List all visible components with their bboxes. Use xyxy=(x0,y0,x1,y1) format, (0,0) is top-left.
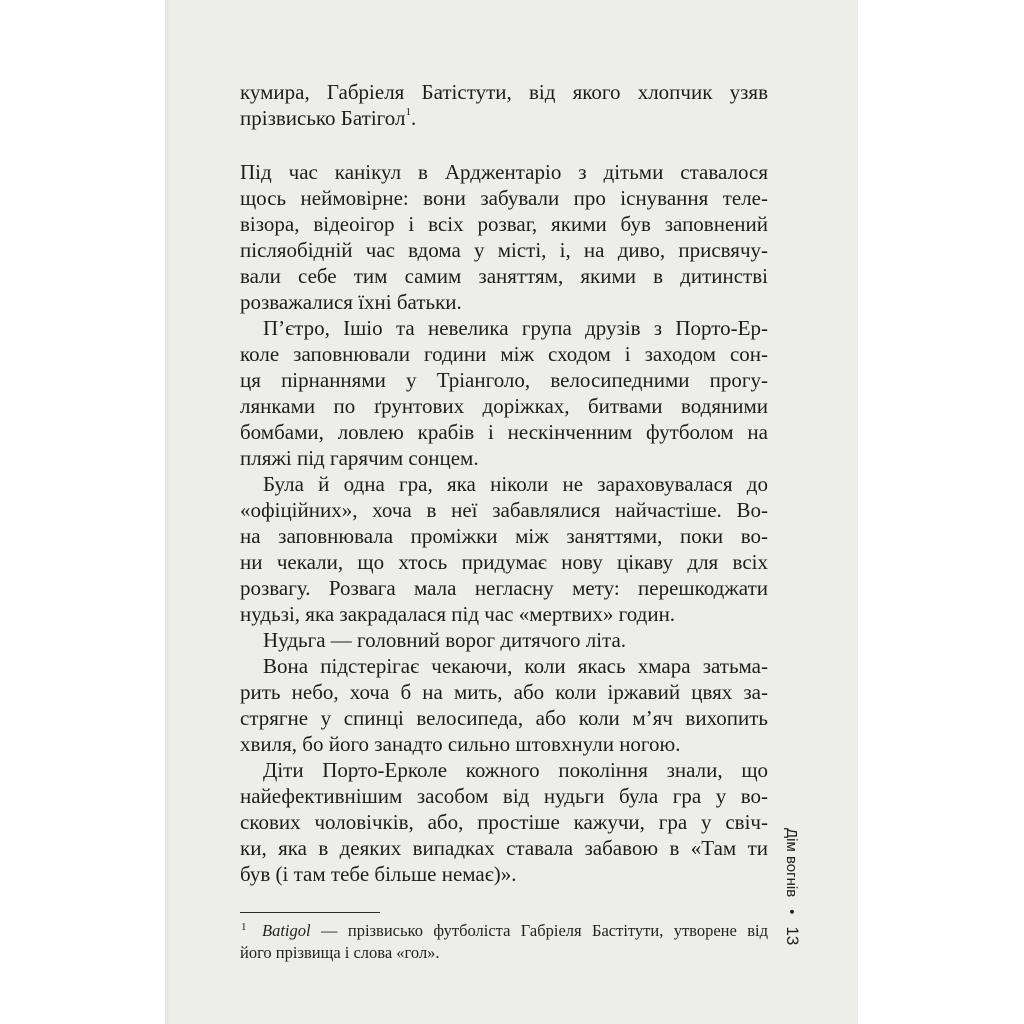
text-line: щось неймовірне: вони забували про існування теле- xyxy=(240,186,768,210)
footnote-divider xyxy=(240,912,380,913)
text-line: вали себе тим самим заняттям, якими в дитинстві xyxy=(240,264,768,288)
text-line: найефективнішим засобом від нудьги була гра у во- xyxy=(240,784,768,808)
text-line: лянками по ґрунтових доріжках, битвами водяними xyxy=(240,394,768,418)
book-title: Дім вогнів xyxy=(783,828,800,898)
text-line-content: прізвисько Батігол xyxy=(240,106,406,130)
text-line: бомбами, ловлею крабів і нескінченним футболом на xyxy=(240,420,768,444)
text-line: кумира, Габріеля Батістути, від якого хлопчик узяв xyxy=(240,80,768,104)
running-title xyxy=(782,828,802,945)
footnote-line: його прізвища і слова «гол». xyxy=(240,943,440,962)
footnote-text: — прізвисько футболіста Габріеля Бастітути, утворене від xyxy=(310,921,768,940)
separator-bullet: • xyxy=(783,909,800,915)
text-line: коле заповнювали години між сходом і заходом сон- xyxy=(240,342,768,366)
text-line: прізвисько Батігол$^1$. xyxy=(240,106,417,130)
text-line: скових чоловічків, або, простіше кажучи, гра у свіч- xyxy=(240,810,768,834)
footnote-line xyxy=(262,920,768,942)
text-line: пляжі під гарячим сонцем. xyxy=(240,446,479,470)
text-line: хвиля, бо його занадто сильно штовхнули ногою. xyxy=(240,732,681,756)
text-line: ки, яка в деяких випадках ставала забавою в «Там ти xyxy=(240,836,768,860)
text-line: рить небо, хоча б на мить, або коли іржавий цвях за- xyxy=(240,680,768,704)
text-line: П’єтро, Ішіо та невелика група друзів з Порто-Ер- xyxy=(263,316,768,340)
text-line: стрягне у спинці велосипеда, або коли м’яч вихопить xyxy=(240,706,768,730)
text-line: розважалися їхні батьки. xyxy=(240,290,462,314)
text-line: післяобідній час вдома у місті, і, на диво, присвячу- xyxy=(240,238,768,262)
text-line: розвагу. Розвага мала негласну мету: перешкоджати xyxy=(240,576,768,600)
text-line: нудьзі, яка закрадалася під час «мертвих» годин. xyxy=(240,602,676,626)
footnote-mark: 1 xyxy=(241,921,247,933)
text-line: ни чекали, що хтось придумає нову цікаву для всіх xyxy=(240,550,768,574)
text-line: Нудьга — головний ворог дитячого літа. xyxy=(263,628,627,652)
text-line: Вона підстерігає чекаючи, коли якась хмара затьма- xyxy=(263,654,768,678)
text-line: ця пірнаннями у Тріанголо, велосипедними прогу- xyxy=(240,368,768,392)
footnote-term: Batigol xyxy=(262,921,311,940)
text-line: Діти Порто-Ерколе кожного покоління знали, що xyxy=(263,758,768,782)
text-line: «офіційних», хоча в неї забавлялися найчастіше. Во- xyxy=(240,498,768,522)
footnote-reference[interactable]: 1 xyxy=(405,106,411,118)
text-line: на заповнювала проміжки між заняттями, поки во- xyxy=(240,524,768,548)
text-line: був (і там тебе більше немає)». xyxy=(240,862,517,886)
text-line: Була й одна гра, яка ніколи не зараховувалася до xyxy=(263,472,768,496)
text-line: Під час канікул в Арджентаріо з дітьми ставалося xyxy=(240,160,768,184)
text-line: візора, відеоігор і всіх розваг, якими був заповнений xyxy=(240,212,768,236)
page-number: 13 xyxy=(783,926,802,946)
